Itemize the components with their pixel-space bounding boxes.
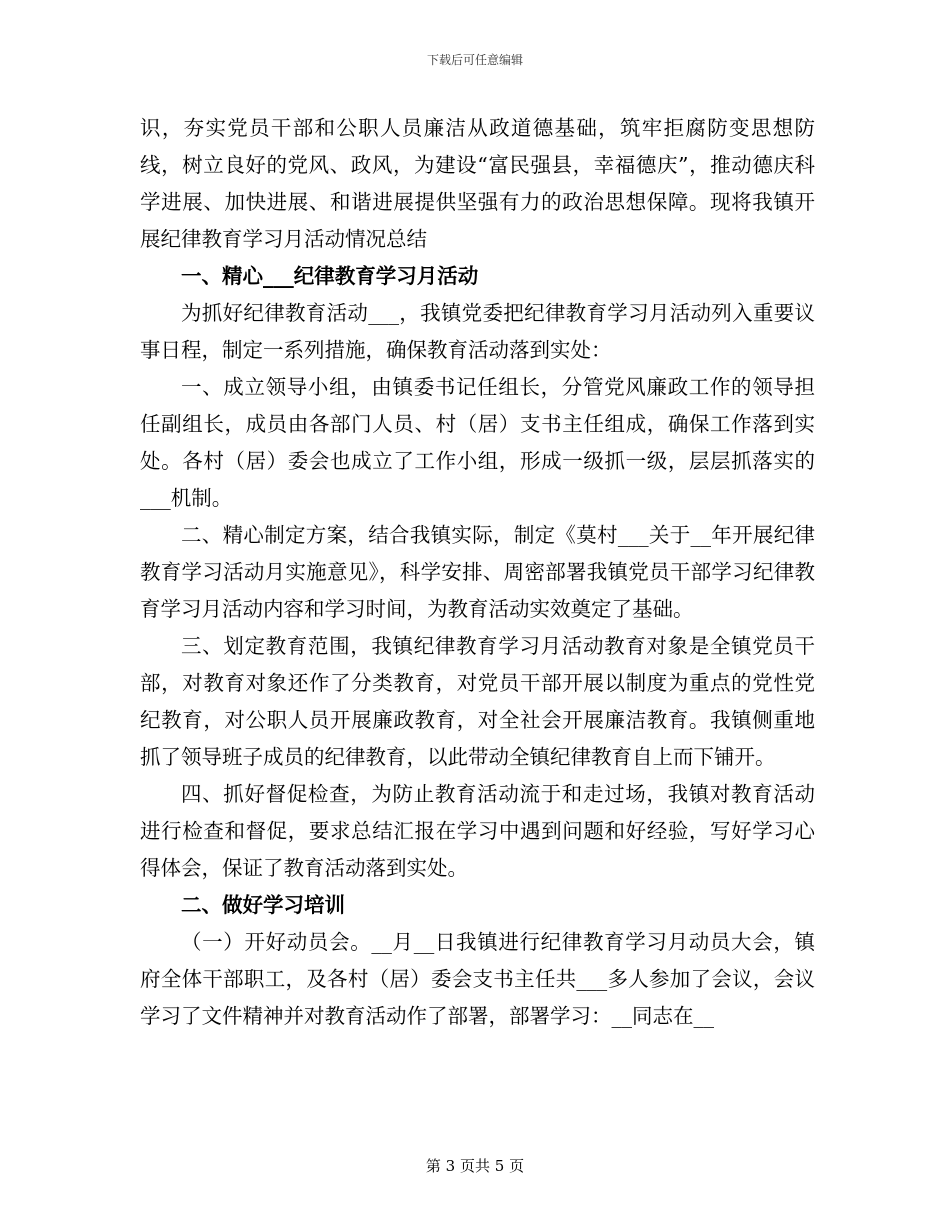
document-body xyxy=(140,110,815,1035)
section-heading-1: 一、精心___纪律教育学习月活动 xyxy=(181,264,479,288)
section-heading-2: 二、做好学习培训 xyxy=(181,893,345,917)
page-header: 下载后可任意编辑 xyxy=(426,53,523,67)
page-footer: 第 3 页共 5 页 xyxy=(425,1157,525,1175)
paragraph-item-2: 二、精心制定方案，结合我镇实际，制定《莫村___关于__年开展纪律教育学习活动月实施意见》，科学安排、周密部署我镇党员干部学习纪律教育学习月活动内容和学习时间，为教育活动实效奠定了基础。 xyxy=(140,523,815,621)
paragraph-training-1: （一）开好动员会。__月__日我镇进行纪律教育学习月动员大会，镇府全体干部职工，及各村（居）委会支书主任共___多人参加了会议，会议学习了文件精神并对教育活动作了部署，部署学习：__同志在__ xyxy=(140,930,815,1028)
paragraph-item-4: 四、抓好督促检查，为防止教育活动流于和走过场，我镇对教育活动进行检查和督促，要求总结汇报在学习中遇到问题和好经验，写好学习心得体会，保证了教育活动落到实处。 xyxy=(140,782,815,880)
paragraph-item-3: 三、划定教育范围，我镇纪律教育学习月活动教育对象是全镇党员干部，对教育对象还作了分类教育，对党员干部开展以制度为重点的党性党纪教育，对公职人员开展廉政教育，对全社会开展廉洁教育。我镇侧重地抓了领导班子成员的纪律教育，以此带动全镇纪律教育自上而下铺开。 xyxy=(140,634,815,769)
paragraph-intro-continuation: 识，夯实党员干部和公职人员廉洁从政道德基础，筑牢拒腐防变思想防线，树立良好的党风、政风，为建设“富民强县，幸福德庆”，推动德庆科学进展、加快进展、和谐进展提供坚强有力的政治思想保障。现将我镇开展纪律教育学习月活动情况总结 xyxy=(140,116,815,251)
paragraph-item-1: 一、成立领导小组，由镇委书记任组长，分管党风廉政工作的领导担任副组长，成员由各部门人员、村（居）支书主任组成，确保工作落到实处。各村（居）委会也成立了工作小组，形成一级抓一级，层层抓落实的___机制。 xyxy=(140,375,815,510)
paragraph-overview: 为抓好纪律教育活动___，我镇党委把纪律教育学习月活动列入重要议事日程，制定一系列措施，确保教育活动落到实处： xyxy=(140,301,815,362)
